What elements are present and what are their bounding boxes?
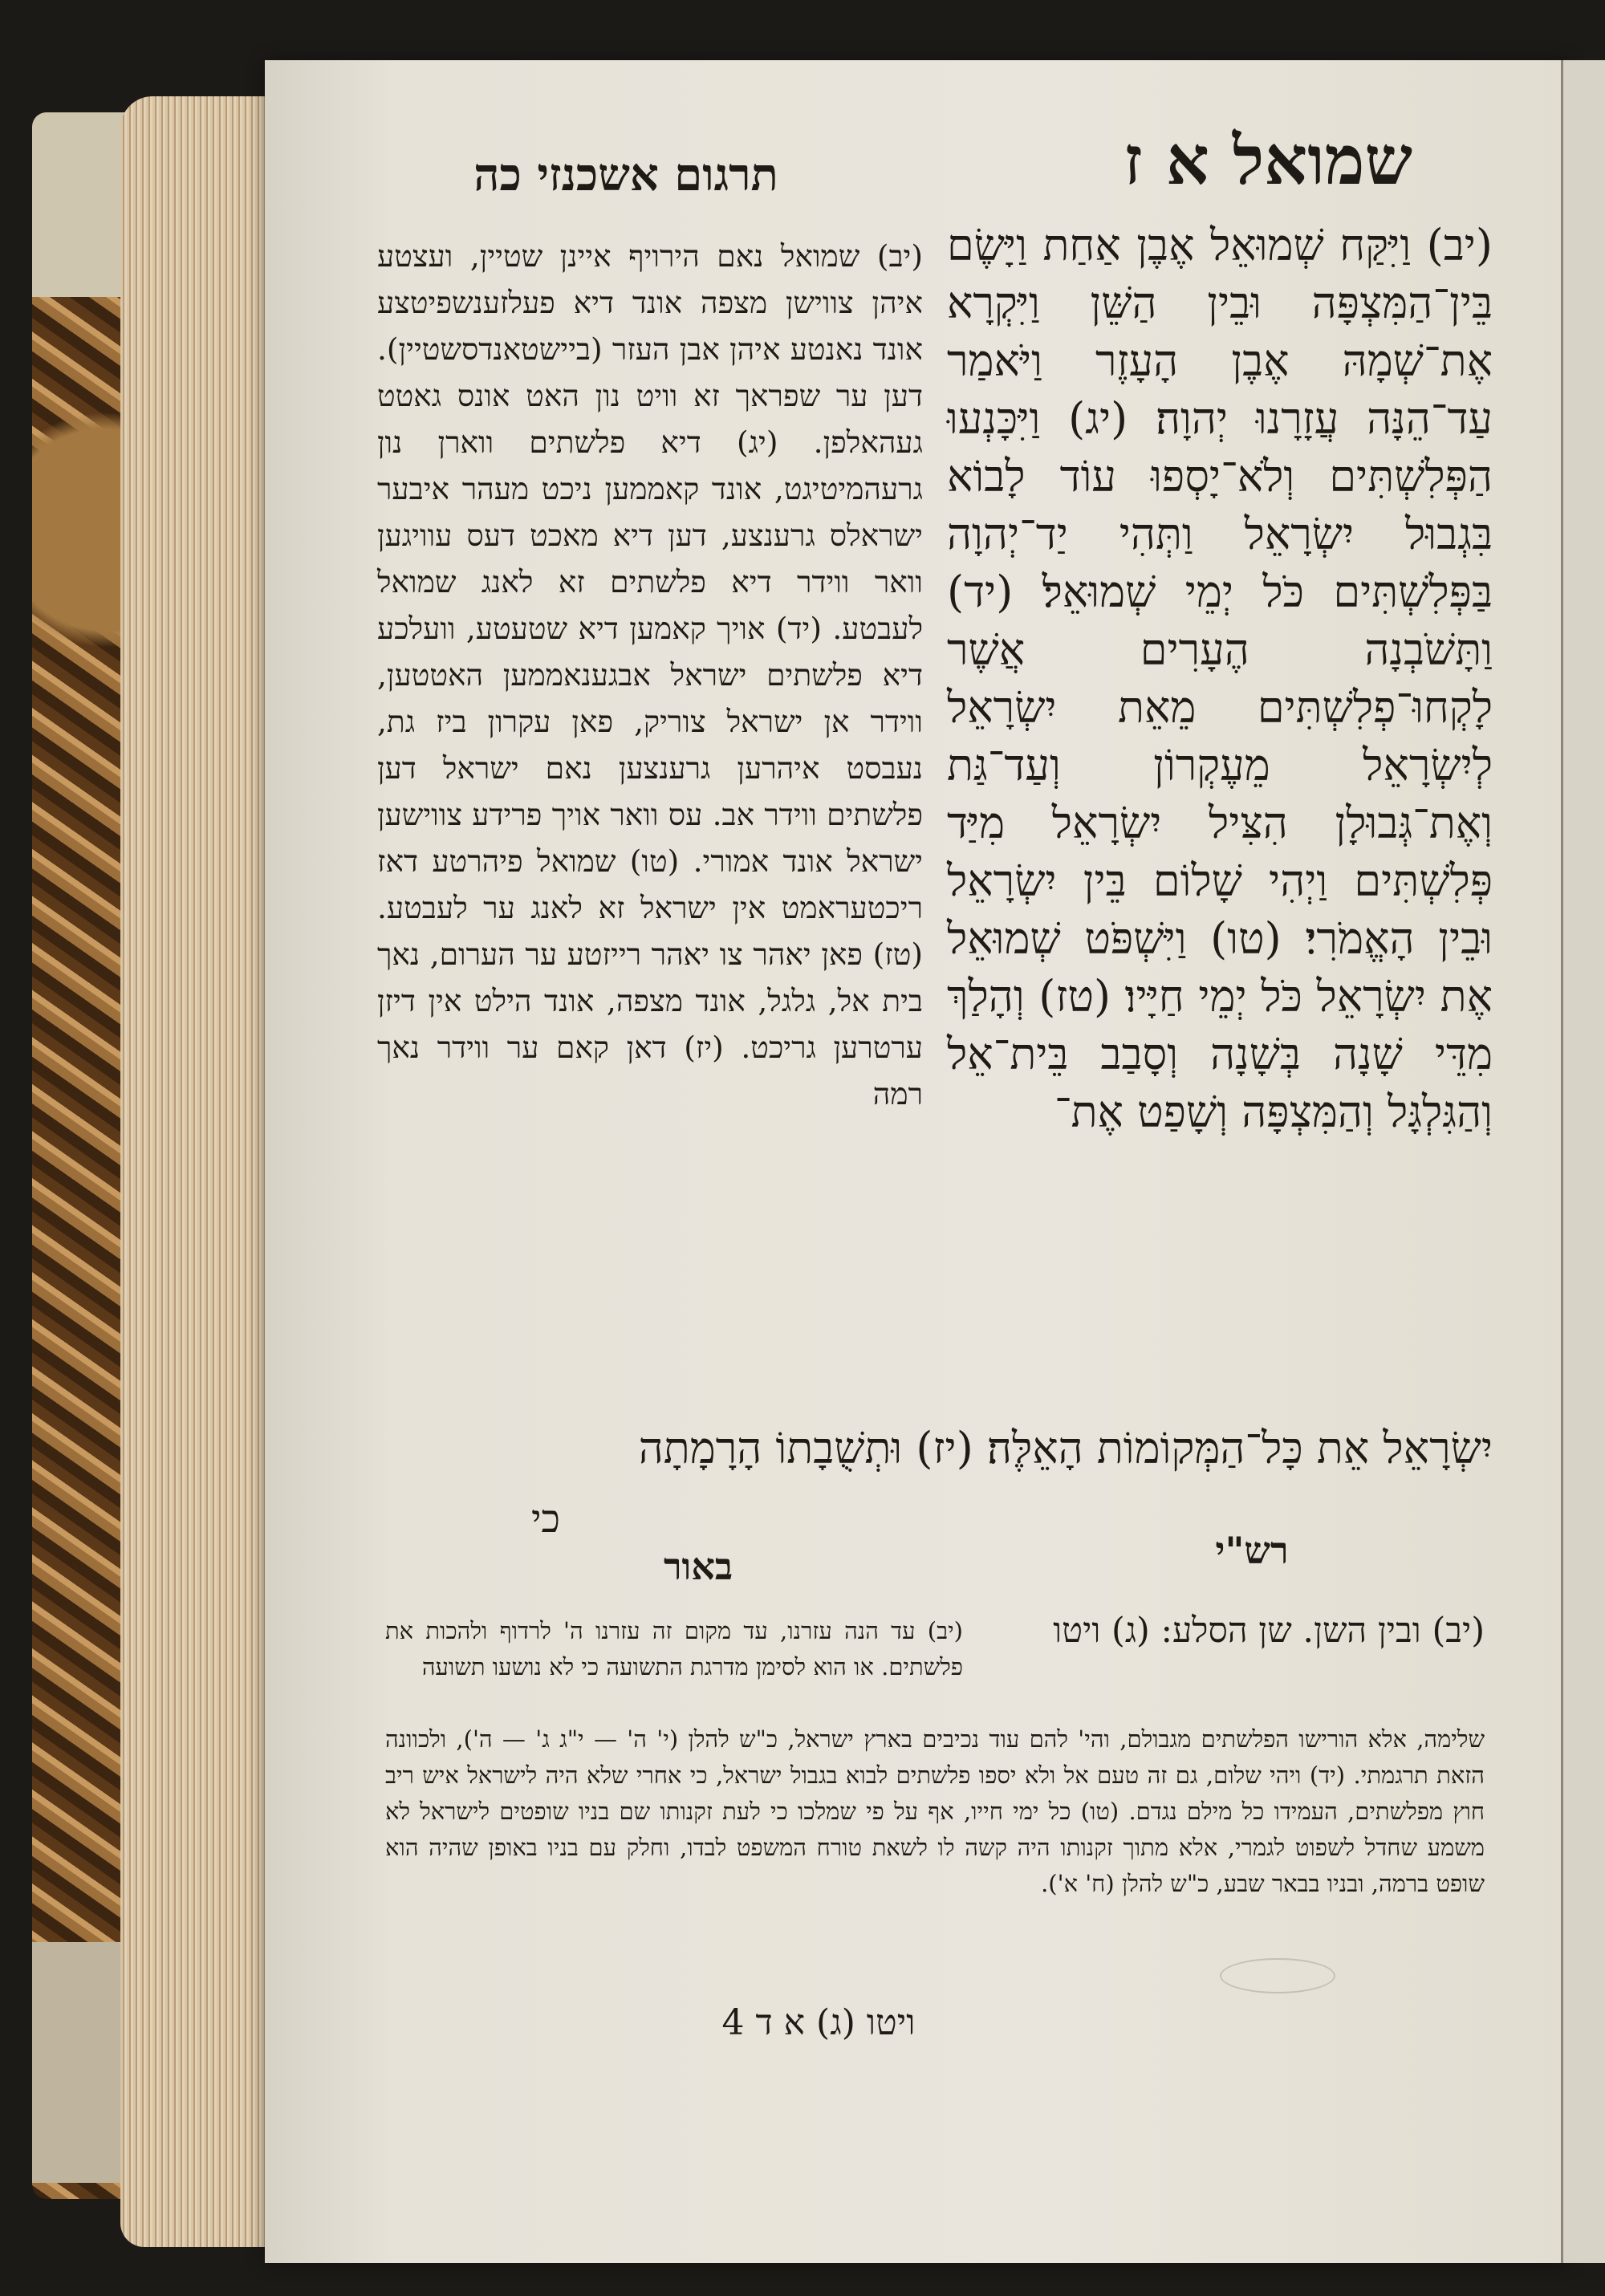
page-header-book-chapter: שמואל א ז bbox=[1124, 120, 1412, 200]
catchword: כי bbox=[530, 1497, 561, 1542]
page-header-targum-title: תרגום אשכנזי כה bbox=[473, 148, 778, 201]
rashi-commentary: (יב) ובין השן. שן הסלע: (ג) ויטו bbox=[1053, 1611, 1485, 1651]
hebrew-full-width-line: יִשְׂרָאֵל אֵת כָּל־הַמְּקוֹמוֹת הָאֵלֶּה׃ (יז) וּתְשֻׁבָתוֹ הָרָמָתָה bbox=[638, 1423, 1493, 1473]
rashi-heading: רש"י bbox=[1215, 1529, 1289, 1572]
page-edges bbox=[120, 96, 281, 2247]
biur-heading: באור bbox=[663, 1545, 733, 1588]
targum-text-column: (יב) שמואל נאם הירויף איינן שטיין, ועצטע איהן צווישן מצפה אונד דיא פעלזענשפיטצע אונד נאנטע איהן אבן העזר (ביישטאנדסשטיין). דען ער שפראך זא וויט נון האט אונס גאטט געהאלפן. (יג) דיא פלשתים ווארן נון גרעהמיטיגט, אונד קאממען ניכט מעהר איבער ישראלס גרענצע, דען דיא מאכט דעס עוויגען וואר ווידר דיא פלשתים זא לאנג שמואל לעבטע. (יד) אויך קאמען דיא שטעטע, וועלכע דיא פלשתים ישראל אבגענאממען האטטען, ווידר אן ישראל צוריק, פאן עקרון ביז גת, נעבסט איהרען גרענצען נאם ישראל דען פלשתים ווידר אב. עס וואר אויך פרידע צווישען ישראל אונד אמורי. (טו) שמואל פיהרטע דאז ריכטעראמט אין ישראל זא לאנג ער לעבטע. (טז) פאן יאהר צו יאהר רייזטע ער הערום, נאך בית אל, גלגל, אונד מצפה, אונד הילט אין דיזן ערטרען גריכט. (יז) דאן קאם ער ווידר נאך רמה bbox=[377, 238, 923, 1111]
hebrew-text-column: (יב) וַיִּקַּח שְׁמוּאֵל אֶבֶן אַחַת וַיָּשֶׂם בֵּין־הַמִּצְפָּה וּבֵין הַשֵּׁן וַיִּקְרָא אֶת־שְׁמָהּ אֶבֶן הָעָזֶר וַיֹּאמַר עַד־הֵנָּה עֲזָרָנוּ יְהוָה׃ (יג) וַיִּכָּנְעוּ הַפְּלִשְׁתִּים וְלֹא־יָסְפוּ עוֹד לָבוֹא בִּגְבוּל יִשְׂרָאֵל וַתְּהִי יַד־יְהוָה בַּפְּלִשְׁתִּים כֹּל יְמֵי שְׁמוּאֵל׃ (יד) וַתָּשֹׁבְנָה הֶעָרִים אֲשֶׁר לָקְחוּ־פְלִשְׁתִּים מֵאֵת יִשְׂרָאֵל לְיִשְׂרָאֵל מֵעֶקְרוֹן וְעַד־גַּת וְאֶת־גְּבוּלָן הִצִּיל יִשְׂרָאֵל מִיַּד פְּלִשְׁתִּים וַיְהִי שָׁלוֹם בֵּין יִשְׂרָאֵל וּבֵין הָאֱמֹרִי׃ (טו) וַיִּשְׁפֹּט שְׁמוּאֵל אֶת יִשְׂרָאֵל כֹּל יְמֵי חַיָּיו׃ (טז) וְהָלַךְ מִדֵּי שָׁנָה בְּשָׁנָה וְסָבַב בֵּית־אֵל וְהַגִּלְגָּל וְהַמִּצְפָּה וְשָׁפַט אֶת־ bbox=[947, 220, 1493, 1137]
footer-signature: ויטו (ג) א ד 4 bbox=[721, 2002, 916, 2043]
biur-commentary-wide: שלימה, אלא הורישו הפלשתים מגבולם, והי' להם עוד נכיבים בארץ ישראל, כ"ש להלן (י' ה' — י"ג ג' — ה'), ולכוונה הזאת תרגמתי. (יד) ויהי שלום, גם זה טעם אל ולא יספו פלשתים לבוא בגבול ישראל, כי אחרי שלא היה לישראל איש ריב חוץ מפלשתים, העמידו כל מילם נגדם. (טו) כל ימי חייו, אף על פי שמלכו כי לעת זקנותו שם בניו שופטים לישראל לא משמע שחדל לשפוט לגמרי, אלא מתוך זקנותו היה קשה לו לשאת טורח המשפט לבדו, וחלק עם בניו באופן שהיה הוא שופט ברמה, ובניו בבאר שבע, כ"ש להלן (ח' א'). bbox=[385, 1725, 1485, 1897]
page-stain bbox=[1220, 1958, 1335, 1993]
biur-commentary-top: (יב) עד הנה עזרנו, עד מקום זה עזרנו ה' לרדוף ולהכות את פלשתים. או הוא לסימן מדרגת התשועה כי לא נושעו תשועה bbox=[385, 1617, 963, 1680]
facing-page-edge bbox=[1561, 60, 1605, 2263]
